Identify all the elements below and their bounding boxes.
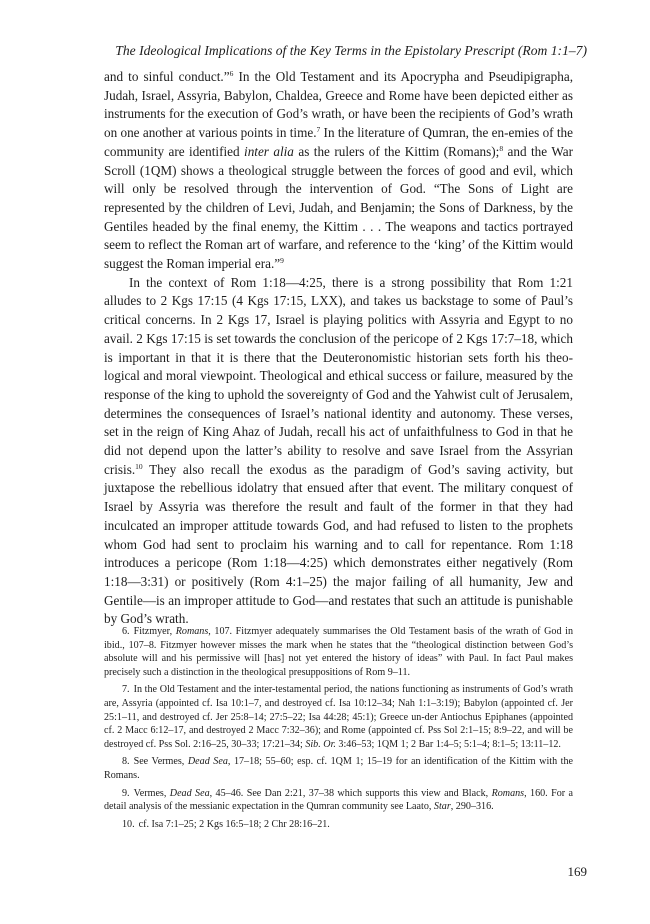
- italic-text: Dead Sea: [169, 787, 210, 799]
- text-run: cf. Isa 7:1–25; 2 Kgs 16:5–18; 2 Chr 28:16–21.: [138, 818, 330, 830]
- footnote-ref: 9: [280, 256, 284, 266]
- footnote-ref: 7: [316, 125, 321, 135]
- text-run: , 17–18; 55–60; esp. cf. 1QM 1; 15–19 for an identification of the Kittim with the Romans.: [104, 756, 573, 781]
- text-run: , 290–316.: [450, 801, 494, 813]
- text-run: In the literature of Qumran, the en-emies of the community are identified: [104, 125, 573, 159]
- text-run: and the War Scroll (1QM) shows a theological struggle between the forces of good and evil, which will only be resolved through the intervention of God. “The Sons of Light are represented by the children of Levi, Judah, and Benjamin; the Sons of Darkness, by the Gentiles headed by the final enemy, the Kittim . . . The weapons and tactics portrayed seem to reflect the Roman art of warfare, and reference to the ‘king’ of the Kittim would suggest the Roman imperial era.”: [104, 143, 573, 272]
- italic-text: Dead Sea: [187, 756, 228, 768]
- running-head: The Ideological Implications of the Key Terms in the Epistolary Prescript (Rom 1:1–7): [115, 43, 587, 58]
- text-run: , 107. Fitzmyer adequately summarises the Old Testament basis of the wrath of God in ibid., 107–8. Fitzmyer however misses the mark when he states that the “theological distinction between God’s absolute will and his permissive will [has] not yet entered the history of ideas” with Paul. In fact Paul makes precisely such a distinction in the theological presuppositions of Rom 9–11.: [104, 626, 573, 678]
- paragraph-2: [104, 274, 573, 629]
- footnote: [104, 818, 573, 832]
- text-run: , 45–46. See Dan 2:21, 37–38 which supports this view and Black,: [209, 787, 492, 799]
- footnote-ref: 8: [499, 143, 504, 153]
- footnotes: [104, 625, 573, 835]
- footnote-number: 8.: [122, 756, 130, 768]
- footnote: [104, 625, 573, 679]
- footnote: [104, 787, 573, 814]
- footnote-ref: 10: [135, 461, 143, 471]
- text-run: as the rulers of the Kittim (Romans);: [293, 143, 500, 159]
- italic-text: Star: [433, 801, 451, 813]
- page-number: 169: [567, 864, 587, 879]
- text-run: Fitzmyer,: [133, 626, 176, 637]
- italic-text: inter alia: [244, 143, 294, 159]
- footnote-number: 6.: [122, 626, 130, 637]
- text-run: In the Old Testament and the inter-testamental period, the nations functioning as instruments of God’s wrath are, Assyria (appointed cf. Isa 10:1–7, and destroyed cf. Isa 10:12–34; Nah 1:1–3:19); Babylon (appointed cf. Jer 25:1–11, and destroyed cf. Jer 25:8–14; 27:5–22; Isa 44:28; 45:1); Greece un-der Antiochus Epiphanes (appointed cf. 2 Macc 6:12–17, and destroyed 2 Macc 7:32–36); and Rome (appointed cf. Pss Sol 2:1–15; 8:9–22, and will be destroyed cf. Pss Sol. 2:16–25, 30–33; 17:21–34;: [104, 684, 573, 750]
- text-run: In the context of Rom 1:18—4:25, there is a strong possibility that Rom 1:21 alludes to 2 Kgs 17:15 (4 Kgs 17:15, LXX), and takes us backstage to some of Paul’s critical concerns. In 2 Kgs 17, Israel is playing politics with Assyria and Egypt to no avail. 2 Kgs 17:15 is set towards the conclusion of the pericope of 2 Kgs 17:7–18, which is important in that it is there that the Deuteronomistic historian sets forth his theo-logical and moral viewpoint. Theological and ethical success or failure, measured by the response of the king to uphold the sovereignty of God and the Yahwist cult of Jerusalem, determines the consequences of Israel’s national identity and autonomy. These verses, set in the reign of King Ahaz of Judah, recall his act of unfaithfulness to God in that he did not depend upon the latter’s ability to resolve and save Israel from the Assyrian crisis.: [104, 274, 573, 477]
- text-run: In the Old Testament and its Apocrypha and Pseudipigrapha, Judah, Israel, Assyria, Babylon, Chaldea, Greece and Rome have been depicted either as instruments for the execution of God’s wrath, or have been the recipients of God’s wrath on one another at various points in time.: [104, 69, 573, 141]
- footnote-number: 9.: [122, 787, 130, 799]
- italic-text: Romans: [175, 626, 209, 637]
- italic-text: Sib. Or.: [305, 738, 336, 750]
- footnote-ref: 6: [229, 69, 234, 78]
- text-run: See Vermes,: [133, 756, 188, 768]
- body-text: [104, 68, 573, 629]
- text-run: Vermes,: [133, 787, 170, 799]
- text-run: They also recall the exodus as the paradigm of God’s saving activity, but juxtapose the rebellious idolatry that ensued after that event. The military conquest of Israel by Assyria was therefore the result and fault of the former in that they had inculcated an improper attitude towards God, and had refused to listen to the prophets whom God had sent to proclaim his warning and to call for repentance. Rom 1:18 introduces a pericope (Rom 1:18—4:25) which demonstrates either negatively (Rom 1:18—3:31) or positively (Rom 4:1–25) the major failing of all humanity, Jew and Gentile—is an improper attitude to God—and restates that such an attitude is punishable by God’s wrath.: [104, 461, 573, 627]
- footnote: [104, 683, 573, 751]
- text-run: and to sinful conduct.”: [104, 69, 230, 84]
- footnote-number: 7.: [122, 684, 130, 696]
- text-run: , 160. For a detail analysis of the messianic expectation in the Qumran community see Laato,: [104, 787, 573, 813]
- italic-text: Romans: [491, 787, 525, 799]
- footnote-number: 10.: [122, 818, 135, 830]
- paragraph-1: [104, 68, 573, 274]
- footnote: [104, 755, 573, 782]
- text-run: 3:46–53; 1QM 1; 2 Bar 1:4–5; 5:1–4; 8:1–5; 13:11–12.: [335, 738, 561, 750]
